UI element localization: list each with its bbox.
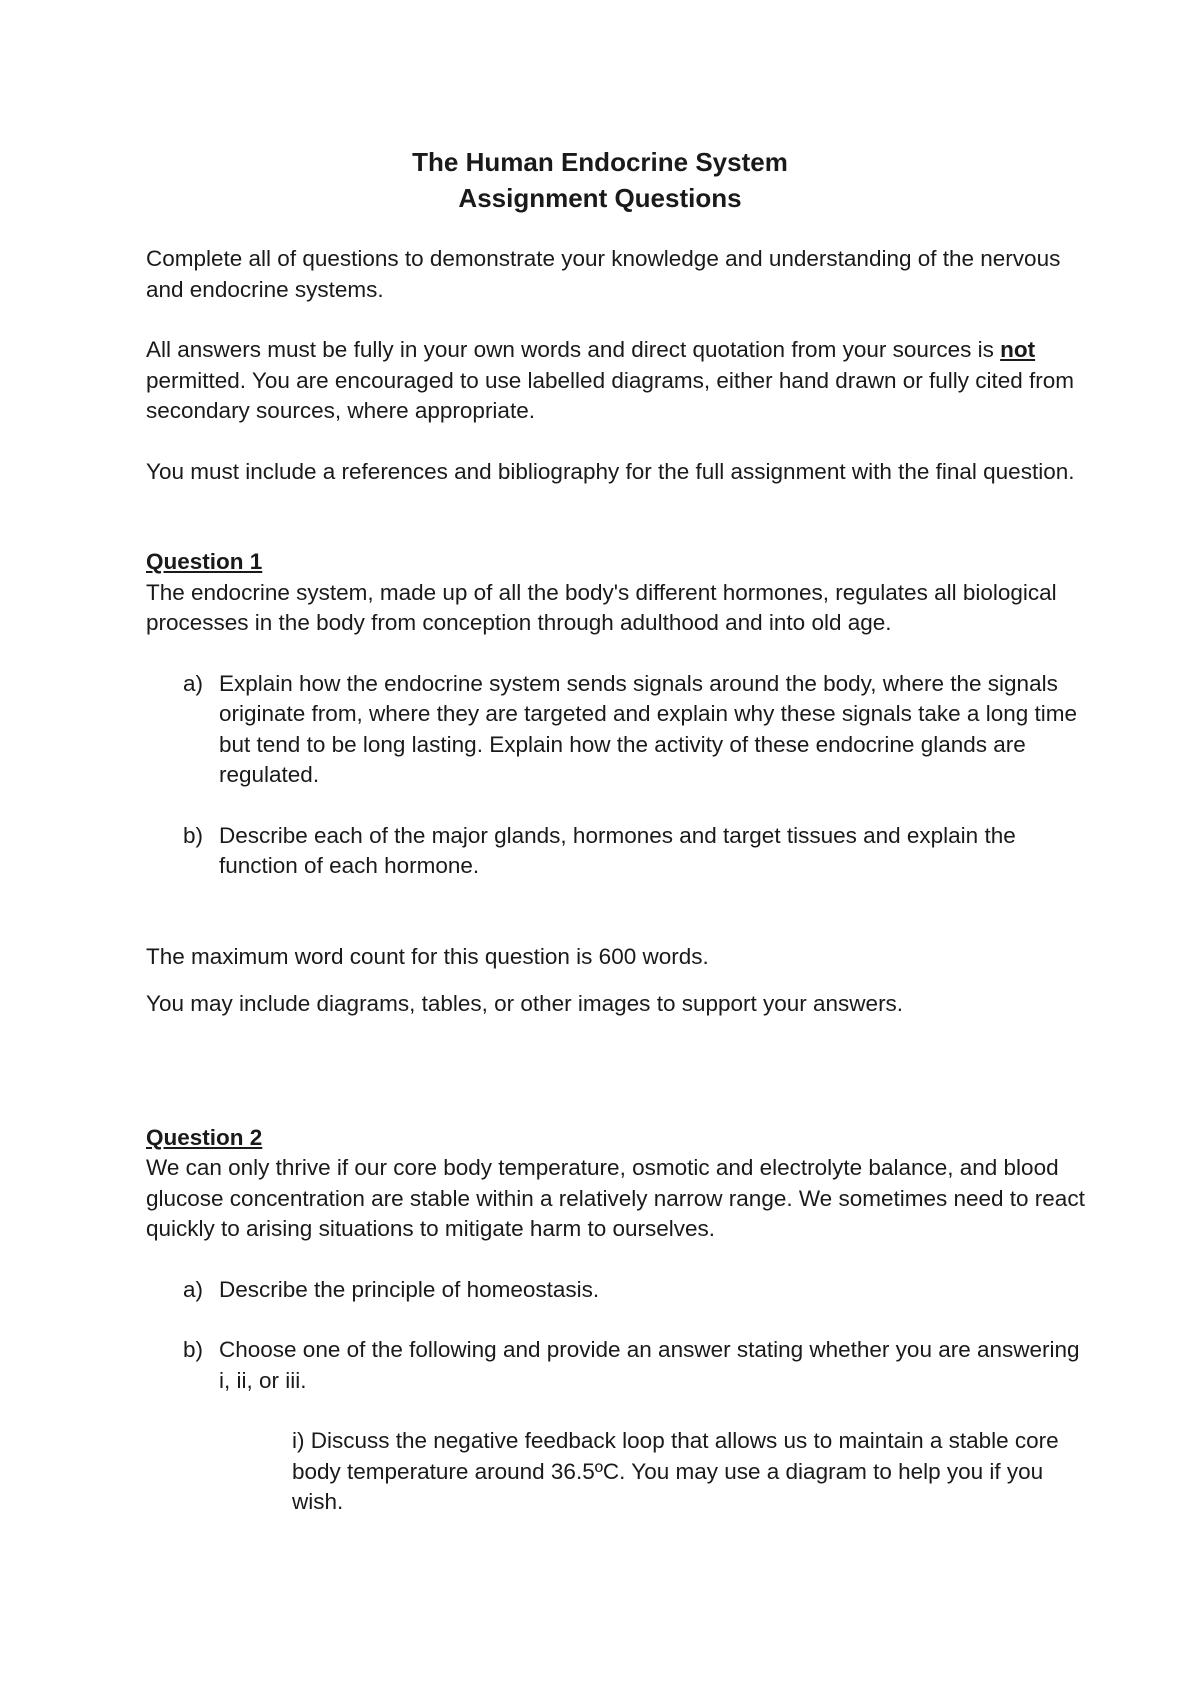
question-1-support-note: You may include diagrams, tables, or other images to support your answers. (146, 991, 904, 1016)
item-text: Explain how the endocrine system sends signals around the body, where the signals originate from, where they are targeted and explain why these signals take a long time but tend to be long lasting. Explain how the activity of these endocrine glands are regulated. (219, 670, 1077, 787)
intro-paragraph-2 (146, 335, 1086, 427)
question-1-item-b (146, 821, 1086, 882)
title-line-1: The Human Endocrine System (412, 147, 788, 177)
question-2-item-b (146, 1335, 1086, 1396)
question-1-text: The endocrine system, made up of all the body's different hormones, regulates all biological processes in the body from conception through adulthood and into old age. (146, 579, 1057, 635)
intro-emphasis-not: not (1000, 337, 1036, 362)
item-text: Describe the principle of homeostasis. (219, 1276, 600, 1302)
item-marker: b) (183, 822, 204, 848)
intro-paragraph-1: Complete all of questions to demonstrate your knowledge and understanding of the nervous and endocrine systems. (146, 246, 1061, 302)
item-marker: a) (183, 1276, 204, 1302)
title-line-2: Assignment Questions (458, 183, 742, 213)
item-marker: b) (183, 1337, 204, 1362)
question-2-heading: Question 2 (146, 1124, 263, 1150)
item-marker: a) (183, 670, 204, 696)
question-1-heading: Question 1 (146, 549, 263, 574)
item-text: Choose one of the following and provide an answer stating whether you are answering i, ii, or iii. (219, 1337, 1080, 1393)
question-2-item-a (146, 1275, 1086, 1306)
intro-paragraph-2-end: permitted. You are encouraged to use labelled diagrams, either hand drawn or fully cited from secondary sources, where appropriate. (146, 367, 1075, 423)
item-text: Describe each of the major glands, hormones and target tissues and explain the function of each hormone. (219, 822, 1016, 878)
document-title (0, 144, 1200, 216)
question-1-item-a (146, 669, 1086, 791)
document-body (146, 244, 1086, 1518)
question-2-sub-item-i: i) Discuss the negative feedback loop that allows us to maintain a stable core body temperature around 36.5ºC. You may use a diagram to help you if you wish. (292, 1428, 1059, 1514)
intro-paragraph-3: You must include a references and bibliography for the full assignment with the final question. (146, 458, 1075, 484)
question-1-word-count: The maximum word count for this question is 600 words. (146, 943, 709, 969)
intro-paragraph-2-start: All answers must be fully in your own words and direct quotation from your sources is (146, 337, 1001, 362)
question-2-text: We can only thrive if our core body temperature, osmotic and electrolyte balance, and blood glucose concentration are stable within a relatively narrow range. We sometimes need to react quickly to arising situations to mitigate harm to ourselves. (146, 1155, 1085, 1241)
